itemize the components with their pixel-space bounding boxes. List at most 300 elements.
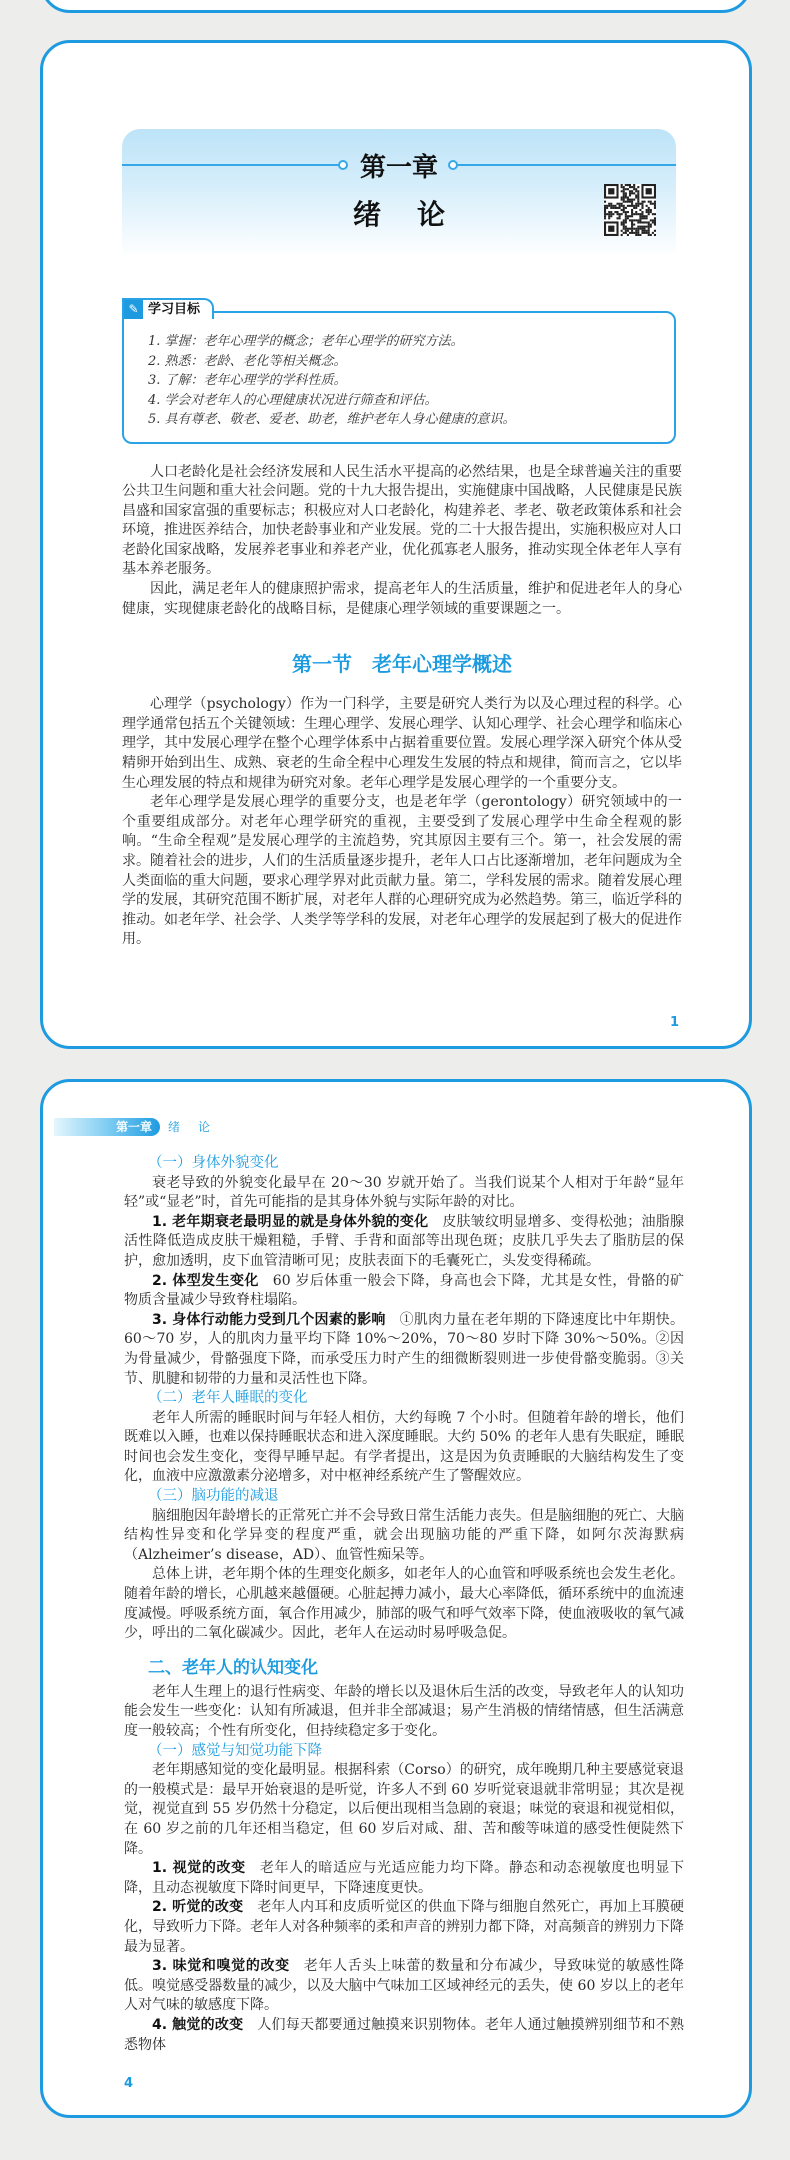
qr-module: [635, 196, 637, 198]
qr-module: [623, 194, 625, 196]
running-header: [43, 1118, 749, 1136]
qr-module: [648, 224, 650, 226]
qr-module: [637, 213, 639, 215]
qr-module: [641, 215, 643, 217]
chapter-number: 第一章: [359, 153, 438, 183]
qr-module: [627, 217, 629, 219]
qr-module: [623, 226, 625, 228]
running-title: 绪论: [168, 1119, 229, 1134]
qr-module: [639, 217, 641, 219]
qr-module: [621, 230, 623, 232]
qr-module: [648, 209, 650, 211]
qr-module: [637, 190, 639, 192]
qr-module: [604, 217, 606, 219]
qr-module: [639, 203, 641, 205]
page-number: 1: [669, 1014, 679, 1030]
qr-module: [641, 203, 643, 205]
qr-module: [610, 203, 612, 205]
qr-module: [633, 219, 635, 221]
qr-module: [654, 234, 656, 236]
qr-module: [652, 219, 654, 221]
qr-module: [631, 205, 633, 207]
learning-goal: 5. 具有尊老、敬老、爱老、助老，维护老年人身心健康的意识。: [148, 412, 516, 427]
paragraph: 总体上讲，老年期个体的生理变化颇多，如老年人的心血管和呼吸系统也会发生老化。随着年龄的增长，心肌越来越僵硬。心脏起搏力减小，最大心率降低，循环系统中的血流速度减慢。呼吸系统方面，氧合作用减少，肺部的吸气和呼气效率下降，使血液吸收的氧气减少，呼出的二氧化碳减少。因此，老年人在运动时易呼吸急促。: [124, 1566, 684, 1642]
qr-module: [621, 209, 623, 211]
qr-module: [614, 205, 616, 207]
chapter-header: [122, 129, 676, 257]
qr-module: [625, 201, 627, 203]
learning-goals-title: 学习目标: [148, 302, 201, 317]
page2-text: [124, 1154, 684, 2055]
qr-module: [644, 201, 646, 203]
page-card-2: [40, 1079, 752, 2118]
qr-module: [619, 217, 621, 219]
item-lead: 1. 视觉的改变: [152, 1860, 246, 1877]
item-text: 皮肤皱纹明显增多、变得松弛；油脂腺活性降低造成皮肤干燥粗糙，手臂、手背和面部等出现色斑；皮肤几乎失去了脂肪层的保护，愈加透明，皮下血管清晰可见；皮肤表面下的毛囊死亡，头发变得稀疏。: [124, 1213, 684, 1269]
qr-module: [631, 209, 633, 211]
qr-module: [639, 226, 641, 228]
qr-module: [641, 226, 643, 228]
qr-module: [648, 213, 650, 215]
item-lead: 2. 听觉的改变: [152, 1899, 244, 1916]
qr-module: [641, 205, 643, 207]
paragraph: 因此，满足老年人的健康照护需求，提高老年人的生活质量，维护和促进老年人的身心健康，实现健康老龄化的战略目标，是健康心理学领域的重要课题之一。: [122, 581, 682, 617]
qr-module: [637, 230, 639, 232]
qr-module: [637, 186, 639, 188]
qr-module: [604, 213, 606, 215]
qr-module: [631, 211, 633, 213]
qr-module: [610, 211, 612, 213]
learning-goal: 4. 学会对老年人的心理健康状况进行筛查和评估。: [148, 392, 438, 408]
qr-module: [631, 192, 633, 194]
qr-module: [604, 205, 606, 207]
qr-module: [629, 201, 631, 203]
qr-module: [633, 207, 635, 209]
qr-module: [625, 221, 627, 223]
qr-module: [623, 199, 625, 201]
item-text: 人们每天都要通过触摸来识别物体。老年人通过触摸辨别细节和不熟悉物体: [124, 2016, 685, 2053]
qr-module: [641, 201, 643, 203]
qr-module: [629, 194, 631, 196]
qr-module: [635, 213, 637, 215]
qr-module: [633, 184, 635, 186]
qr-module: [623, 228, 625, 230]
qr-module: [646, 211, 648, 213]
qr-module: [637, 192, 639, 194]
qr-module: [650, 209, 652, 211]
qr-module: [635, 230, 637, 232]
item-text: 老年人内耳和皮质听觉区的供血下降与细胞自然死亡，再加上耳膜硬化，导致听力下降。老年人对各种频率的柔和声音的辨别力都下降，对高频音的辨别力下降最为显著。: [124, 1899, 685, 1955]
qr-module: [606, 205, 608, 207]
list-item: [124, 1898, 684, 1957]
qr-module: [610, 213, 612, 215]
qr-module: [631, 228, 633, 230]
qr-module: [623, 221, 625, 223]
qr-module: [604, 207, 606, 209]
qr-module: [625, 228, 627, 230]
qr-module: [646, 188, 652, 194]
qr-module: [627, 184, 629, 186]
qr-module: [633, 192, 635, 194]
qr-module: [648, 228, 650, 230]
qr-module: [646, 226, 648, 228]
qr-module: [629, 184, 631, 186]
qr-module: [637, 232, 639, 234]
qr-module: [637, 228, 639, 230]
qr-module: [629, 215, 631, 217]
qr-module: [633, 228, 635, 230]
qr-module: [621, 186, 623, 188]
qr-module: [616, 211, 618, 213]
qr-module: [637, 199, 639, 201]
paragraph: 衰老导致的外貌变化最早在 20～30 岁就开始了。当我们说某个人相对于年龄“显年轻”或“显老”时，首先可能指的是其身体外貌与实际年龄的对比。: [124, 1174, 684, 1211]
qr-module: [631, 190, 633, 192]
paragraph: 老年人所需的睡眠时间与年轻人相仿，大约每晚 7 个小时。但随着年龄的增长，他们既难以入睡，也难以保持睡眠状态和进入深度睡眠。大约 50% 的老年人患有失眠症，睡眠时间也会发生变化，变得早睡早起。有学者提出，这是因为负责睡眠的大脑结构发生了变化，血液中应激激素分泌增多，对中枢神经系统产生了警醒效应。: [124, 1409, 684, 1485]
qr-module: [616, 217, 618, 219]
qr-module: [644, 232, 646, 234]
qr-module: [631, 226, 633, 228]
item-lead: 3. 味觉和嗅觉的改变: [152, 1958, 290, 1975]
qr-module: [625, 230, 627, 232]
qr-module: [627, 201, 629, 203]
qr-module: [625, 213, 627, 215]
list-item: [124, 1311, 684, 1389]
qr-module: [623, 232, 625, 234]
qr-module: [648, 201, 650, 203]
qr-module: [621, 205, 623, 207]
item-text: 老年人舌头上味蕾的数量和分布减少，导致味觉的敏感性降低。嗅觉感受器数量的减少，以及大脑中气味加工区域神经元的丢失，使 60 岁以上的老年人对气味的敏感度下降。: [124, 1958, 685, 2014]
qr-module: [633, 186, 635, 188]
qr-module: [608, 213, 610, 215]
qr-module: [644, 228, 646, 230]
qr-module: [625, 192, 627, 194]
qr-module: [623, 205, 625, 207]
qr-module: [654, 203, 656, 205]
qr-module: [650, 211, 652, 213]
qr-module: [623, 196, 625, 198]
qr-module: [635, 207, 637, 209]
qr-module: [646, 217, 648, 219]
qr-module: [637, 201, 639, 203]
qr-module: [639, 219, 641, 221]
qr-module: [604, 209, 606, 211]
qr-module: [652, 213, 654, 215]
list-item: [124, 1859, 684, 1898]
qr-module: [621, 224, 623, 226]
qr-module: [625, 232, 627, 234]
qr-module: [606, 207, 608, 209]
qr-module: [631, 224, 633, 226]
qr-module: [648, 232, 650, 234]
qr-module: [623, 190, 625, 192]
qr-module: [648, 207, 650, 209]
qr-module: [635, 203, 637, 205]
qr-module: [652, 221, 654, 223]
learning-goal: 3. 了解：老年心理学的学科性质。: [148, 373, 347, 388]
qr-module: [639, 234, 641, 236]
qr-module: [629, 186, 631, 188]
item-text: 60 岁后体重一般会下降，身高也会下降，尤其是女性，骨骼的矿物质含量减少导致脊柱塌陷。: [124, 1272, 685, 1309]
qr-module: [646, 215, 648, 217]
qr-module: [621, 199, 623, 201]
qr-module: [635, 194, 637, 196]
subheading: （一）身体外貌变化: [148, 1154, 279, 1171]
running-header-tab: [54, 1118, 160, 1136]
qr-module: [614, 207, 616, 209]
qr-module: [635, 211, 637, 213]
qr-module: [641, 211, 643, 213]
qr-module: [633, 188, 635, 190]
qr-module: [621, 234, 623, 236]
qr-code-icon[interactable]: [604, 182, 656, 238]
qr-module: [635, 232, 637, 234]
subheading: （三）脑功能的减退: [148, 1488, 279, 1505]
page-card-1: [40, 40, 752, 1049]
qr-module: [637, 221, 639, 223]
qr-module: [625, 207, 627, 209]
qr-module: [650, 219, 652, 221]
qr-module: [627, 215, 629, 217]
qr-module: [644, 230, 646, 232]
qr-module: [623, 188, 625, 190]
qr-module: [650, 224, 652, 226]
qr-module: [608, 215, 610, 217]
qr-module: [648, 211, 650, 213]
qr-module: [612, 207, 614, 209]
qr-module: [625, 226, 627, 228]
qr-module: [627, 196, 629, 198]
pencil-note-icon: ✎: [124, 300, 143, 319]
qr-module: [635, 234, 637, 236]
qr-module: [644, 217, 646, 219]
qr-module: [627, 188, 629, 190]
qr-module: [637, 203, 639, 205]
qr-module: [623, 219, 625, 221]
qr-module: [627, 234, 629, 236]
learning-goals-tab: [122, 298, 214, 319]
qr-module: [641, 230, 643, 232]
qr-module: [633, 213, 635, 215]
qr-module: [639, 209, 641, 211]
qr-module: [641, 207, 643, 209]
qr-module: [604, 211, 606, 213]
item-lead: 2. 体型发生变化: [152, 1272, 259, 1289]
qr-module: [637, 219, 639, 221]
qr-module: [621, 184, 623, 186]
qr-module: [633, 224, 635, 226]
qr-module: [646, 221, 648, 223]
item-lead: 4. 触觉的改变: [152, 2016, 244, 2033]
qr-module: [631, 232, 633, 234]
qr-module: [606, 213, 608, 215]
qr-module: [650, 226, 652, 228]
qr-module: [635, 205, 637, 207]
subheading: （一）感觉与知觉功能下降: [148, 1742, 322, 1759]
qr-module: [639, 213, 641, 215]
qr-module: [629, 192, 631, 194]
qr-module: [650, 201, 652, 203]
qr-module: [637, 196, 639, 198]
qr-module: [623, 192, 625, 194]
qr-module: [625, 215, 627, 217]
qr-module: [648, 230, 650, 232]
qr-module: [625, 196, 627, 198]
qr-module: [625, 217, 627, 219]
qr-module: [604, 201, 606, 203]
qr-module: [644, 226, 646, 228]
paragraph: 心理学（psychology）作为一门科学，主要是研究人类行为以及心理过程的科学。心理学通常包括五个关键领域：生理心理学、发展心理学、认知心理学、社会心理学和临床心理学，其中发展心理学在整个心理学体系中占据着重要位置。发展心理学深入研究个体从受精卵开始到出生、成熟、衰老的生命全程中心理发生发展的特点和规律，简而言之，它以毕生心理发展的特点和规律为研究对象。老年心理学是发展心理学的一个重要分支。: [122, 696, 682, 791]
learning-goal: 1. 掌握：老年心理学的概念；老年心理学的研究方法。: [148, 334, 464, 349]
qr-module: [646, 209, 648, 211]
qr-module: [644, 221, 646, 223]
qr-module: [641, 221, 643, 223]
list-item: [124, 1957, 684, 2016]
qr-module: [654, 224, 656, 226]
paragraph: 老年心理学是发展心理学的重要分支，也是老年学（gerontology）研究领域中的一个重要组成部分。对老年心理学研究的重视，主要受到了发展心理学中生命全程观的影响。“生命全程观”是发展心理学的主流趋势，究其原因主要有三个。第一，社会发展的需求。随着社会的进步，人们的生活质量逐步提升，老年人口占比逐渐增加，老年问题成为全人类面临的重大问题，要求心理学界对此贡献力量。第二，学科发展的需求。随着发展心理学的发展，其研究范围不断扩展，对老年人群的心理研究成为必然趋势。第三，临近学科的推动。如老年学、社会学、人类学等学科的发展，对老年心理学的发展起到了极大的促进作用。: [122, 794, 682, 948]
qr-module: [627, 228, 629, 230]
paragraph: 脑细胞因年龄增长的正常死亡并不会导致日常生活能力丧失。但是脑细胞的死亡、大脑结构性异变和化学异变的程度严重，就会出现脑功能的严重下降，如阿尔茨海默病（Alzheimer’s disease，AD）、血管性痴呆等。: [124, 1507, 684, 1563]
qr-module: [616, 213, 618, 215]
qr-module: [641, 217, 643, 219]
qr-module: [633, 232, 635, 234]
qr-module: [619, 207, 621, 209]
qr-module: [654, 217, 656, 219]
learning-goals-list: [148, 332, 654, 430]
qr-module: [641, 228, 643, 230]
qr-module: [621, 221, 623, 223]
qr-module: [625, 194, 627, 196]
qr-module: [631, 201, 633, 203]
page-number: 4: [124, 2076, 134, 2092]
qr-module: [610, 215, 612, 217]
qr-module: [639, 215, 641, 217]
qr-module: [648, 234, 650, 236]
qr-module: [627, 199, 629, 201]
qr-module: [619, 203, 621, 205]
heading: 二、老年人的认知变化: [148, 1657, 318, 1678]
list-item: [124, 2016, 684, 2055]
qr-module: [612, 213, 614, 215]
paragraph: 人口老龄化是社会经济发展和人民生活水平提高的必然结果，也是全球普遍关注的重要公共卫生问题和重大社会问题。党的十九大报告提出，实施健康中国战略，人民健康是民族昌盛和国家富强的重要标志；积极应对人口老龄化，构建养老、孝老、敬老政策体系和社会环境，推进医养结合，加快老龄事业和产业发展。党的二十大报告提出，实施积极应对人口老龄化国家战略，发展养老事业和养老产业，优化孤寡老人服务，推动实现全体老年人享有基本养老服务。: [122, 463, 682, 578]
qr-module: [616, 203, 618, 205]
qr-module: [654, 201, 656, 203]
qr-module: [631, 230, 633, 232]
qr-module: [631, 219, 633, 221]
qr-module: [629, 219, 631, 221]
qr-module: [641, 232, 643, 234]
qr-module: [631, 215, 633, 217]
qr-module: [650, 234, 652, 236]
qr-module: [629, 190, 631, 192]
qr-module: [623, 207, 625, 209]
qr-module: [627, 211, 629, 213]
qr-module: [610, 207, 612, 209]
qr-module: [623, 186, 625, 188]
qr-module: [608, 226, 614, 232]
item-lead: 3. 身体行动能力受到几个因素的影响: [152, 1311, 386, 1328]
qr-module: [604, 215, 606, 217]
chapter-title: 绪论: [352, 198, 481, 231]
qr-module: [648, 226, 650, 228]
qr-module: [646, 232, 648, 234]
learning-goals-box: [122, 311, 676, 444]
list-item: [124, 1213, 684, 1272]
qr-module: [637, 205, 639, 207]
qr-module: [654, 205, 656, 207]
qr-module: [616, 207, 618, 209]
qr-module: [625, 219, 627, 221]
qr-module: [646, 205, 648, 207]
item-text: ①肌肉力量在老年期的下降速度比中年期快。60～70 岁，人的肌肉力量平均下降 10%～20%，70～80 岁时下降 30%～50%。②因为骨量减少，骨骼强度下降，而承受压力时产生的细微断裂则进一步使骨骼变脆弱。③关节、肌腱和韧带的力量和灵活性也下降。: [124, 1311, 685, 1387]
qr-module: [625, 188, 627, 190]
qr-module: [623, 209, 625, 211]
qr-module: [631, 186, 633, 188]
list-item: [124, 1272, 684, 1311]
qr-module: [608, 203, 610, 205]
qr-module: [652, 203, 654, 205]
qr-module: [635, 219, 637, 221]
qr-module: [654, 207, 656, 209]
qr-module: [629, 205, 631, 207]
qr-module: [610, 205, 612, 207]
qr-module: [623, 201, 625, 203]
qr-module: [621, 196, 623, 198]
section-text: [122, 695, 682, 950]
item-lead: 1. 老年期衰老最明显的就是身体外貌的变化: [152, 1213, 429, 1230]
qr-module: [619, 215, 621, 217]
qr-module: [629, 232, 631, 234]
qr-module: [637, 226, 639, 228]
paragraph: 老年期感知觉的变化最明显。根据科索（Corso）的研究，成年晚期几种主要感觉衰退的一般模式是：最早开始衰退的是听觉，许多人不到 60 岁听觉衰退就非常明显；其次是视觉，视觉直到 55 岁仍然十分稳定，以后便出现相当急剧的衰退；味觉的衰退和视觉相似，在 60 岁之前的几年还相当稳定，但 60 岁后对咸、甜、苦和酸等味道的感受性便陡然下降。: [124, 1762, 684, 1857]
qr-module: [627, 205, 629, 207]
subheading: （二）老年人睡眠的变化: [148, 1390, 308, 1407]
qr-module: [648, 221, 650, 223]
qr-module: [654, 213, 656, 215]
qr-module: [637, 234, 639, 236]
qr-module: [608, 217, 610, 219]
qr-module: [641, 213, 643, 215]
qr-module: [619, 205, 621, 207]
qr-module: [652, 232, 654, 234]
section-title: 第一节 老年心理学概述: [292, 652, 512, 677]
qr-module: [623, 211, 625, 213]
qr-module: [612, 205, 614, 207]
qr-module: [631, 221, 633, 223]
qr-module: [635, 190, 637, 192]
item-text: 老年人的暗适应与光适应能力均下降。静态和动态视敏度也明显下降，且动态视敏度下降时间更早，下降速度更快。: [124, 1860, 684, 1896]
qr-module: [608, 205, 610, 207]
qr-module: [621, 203, 623, 205]
qr-module: [654, 219, 656, 221]
intro-text: [122, 463, 682, 620]
qr-module: [631, 203, 633, 205]
qr-module: [633, 199, 635, 201]
qr-module: [635, 228, 637, 230]
paragraph: 老年人生理上的退行性病变、年龄的增长以及退休后生活的改变，导致老年人的认知功能会发生一些变化：认知有所减退，但并非全部减退；易产生消极的情绪情感，但生活满意度一般较高；个性有所变化，但持续稳定多于变化。: [124, 1683, 684, 1739]
qr-module: [637, 194, 639, 196]
qr-module: [650, 203, 652, 205]
qr-module: [627, 230, 629, 232]
qr-module: [608, 211, 610, 213]
qr-module: [654, 221, 656, 223]
qr-module: [625, 211, 627, 213]
qr-module: [614, 211, 616, 213]
qr-module: [631, 199, 633, 201]
qr-module: [639, 228, 641, 230]
qr-module: [654, 230, 656, 232]
qr-module: [629, 199, 631, 201]
qr-module: [635, 188, 637, 190]
